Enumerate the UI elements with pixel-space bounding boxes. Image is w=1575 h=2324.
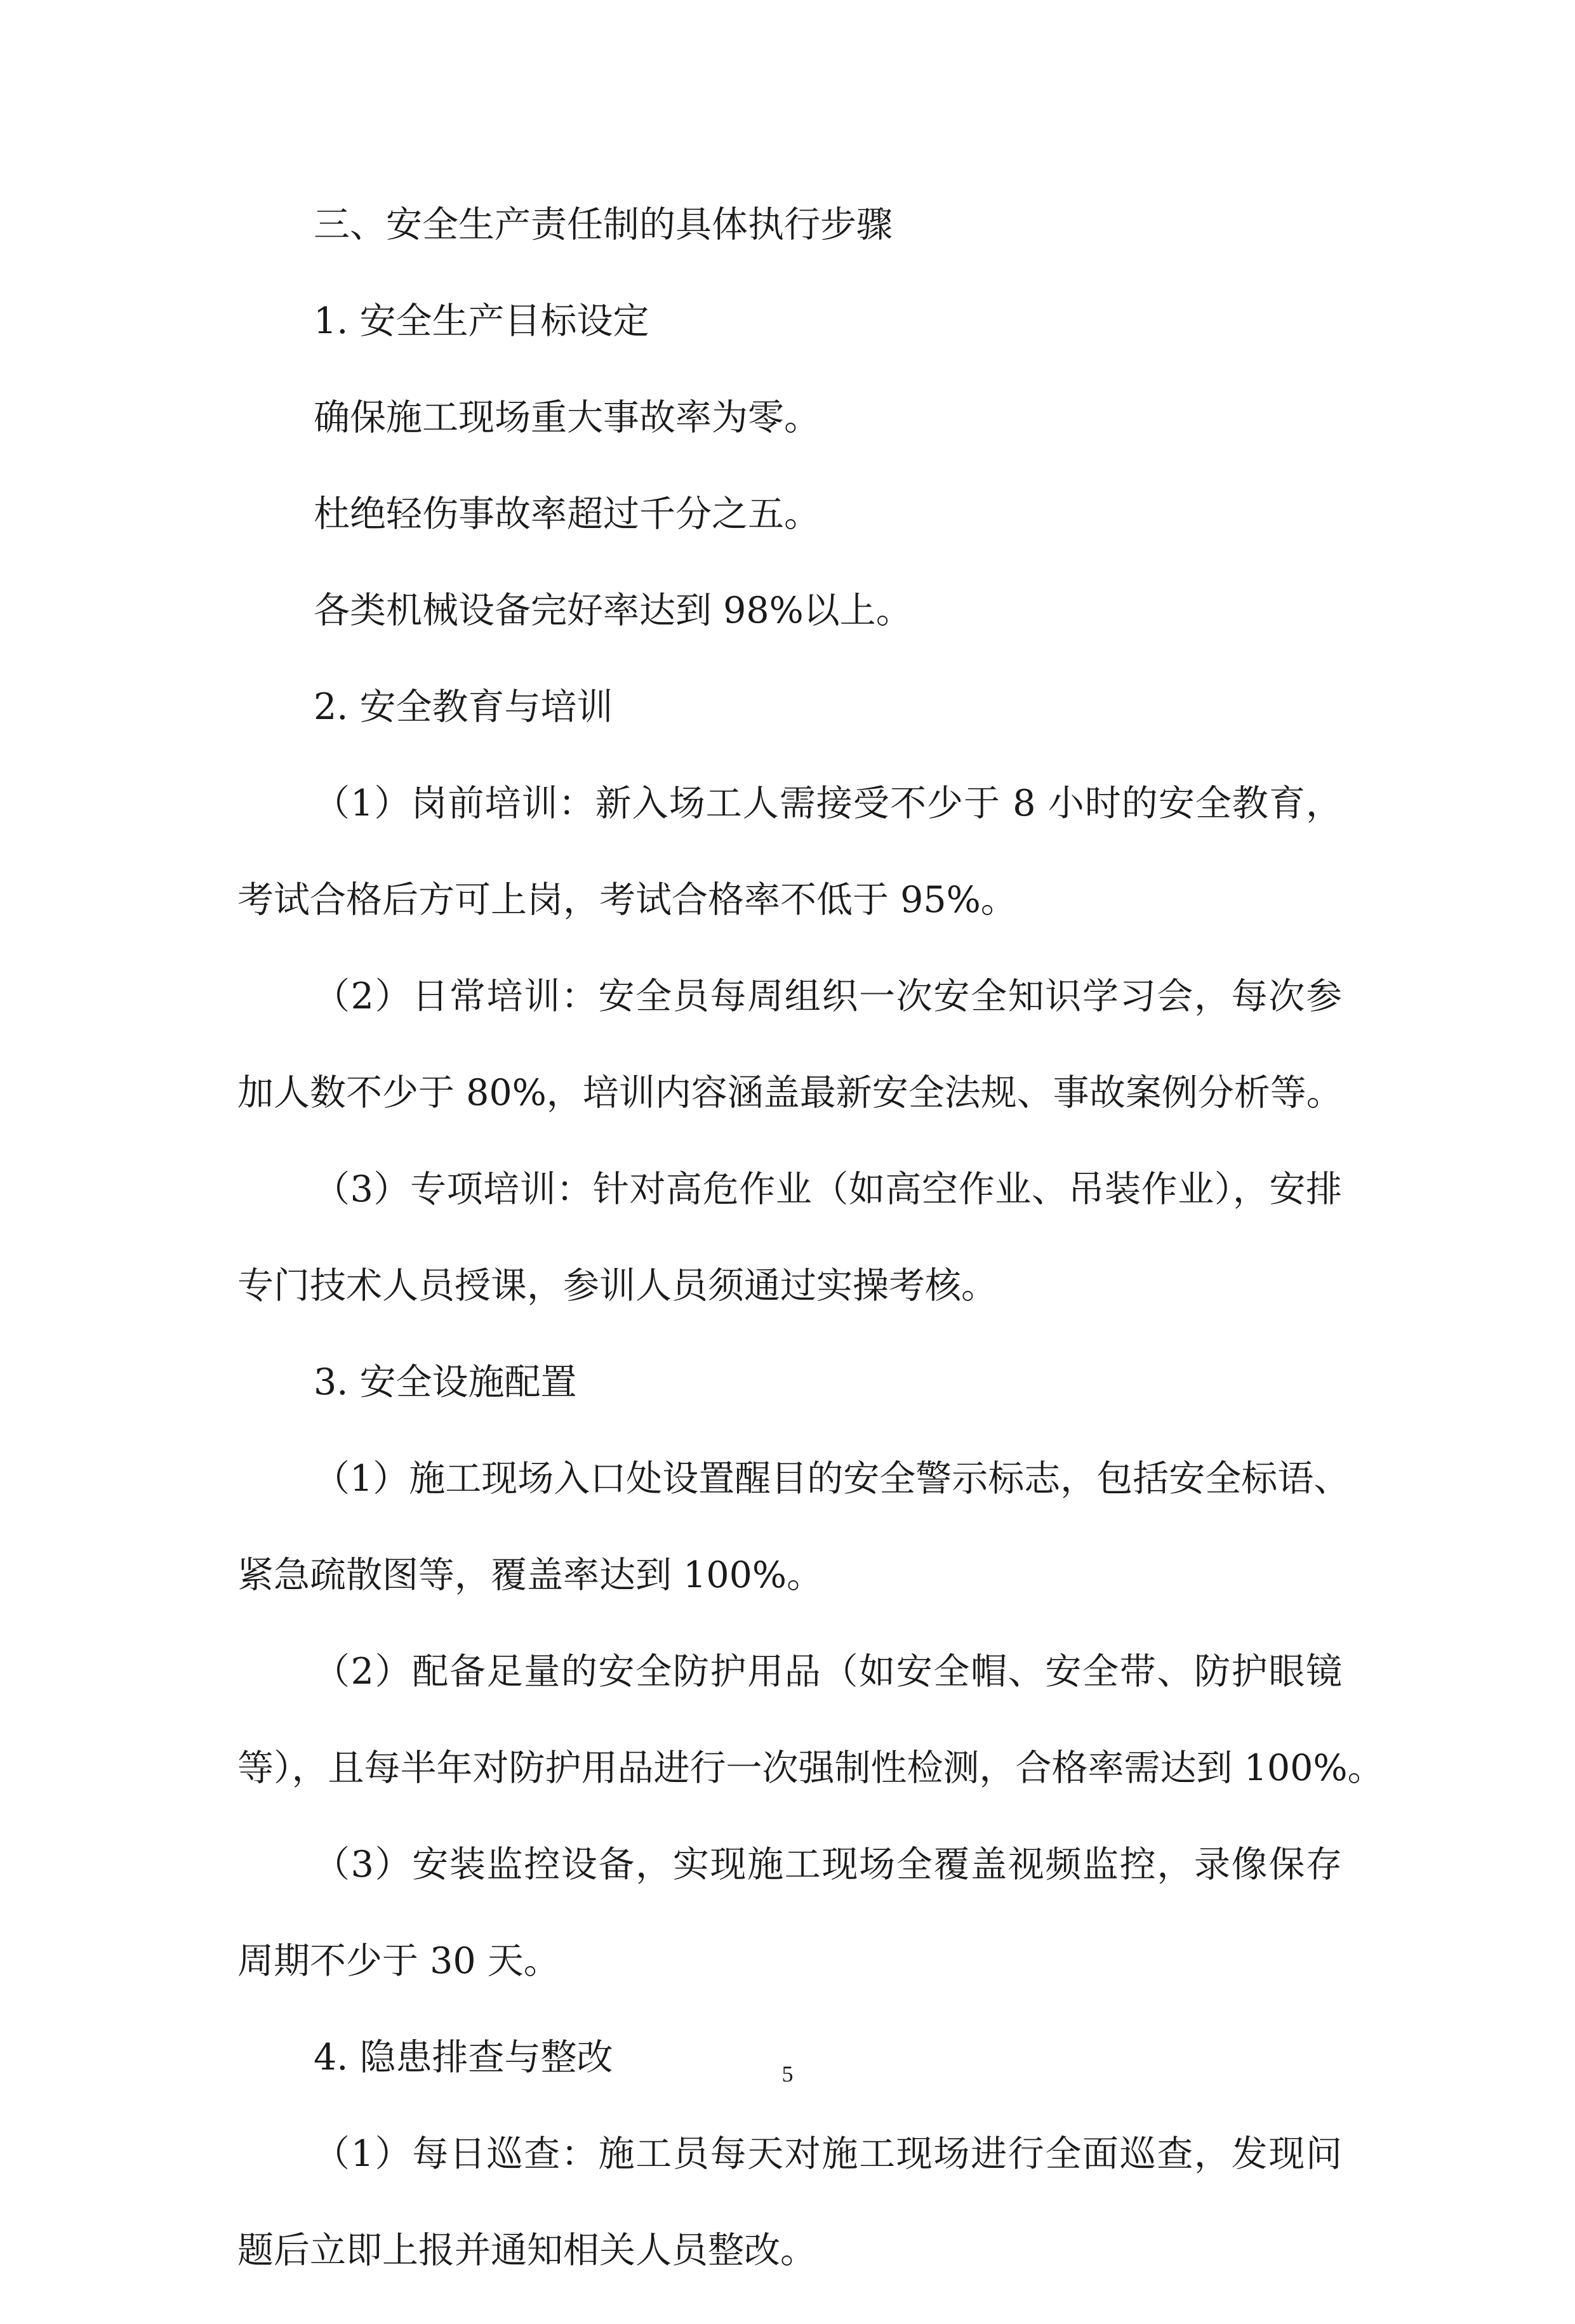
paragraph-line: （3）专项培训：针对高危作业（如高空作业、吊装作业），安排 bbox=[314, 1168, 1342, 1210]
section-title: 三、安全生产责任制的具体执行步骤 bbox=[314, 204, 893, 246]
paragraph-line: 题后立即上报并通知相关人员整改。 bbox=[237, 2229, 816, 2271]
page-number: 5 bbox=[781, 2061, 794, 2087]
paragraph-protective-equipment bbox=[237, 1649, 1384, 1791]
paragraph-line: 专门技术人员授课，参训人员须通过实操考核。 bbox=[237, 1265, 997, 1307]
page-content bbox=[237, 202, 1384, 2324]
paragraph-special-training bbox=[237, 1166, 1342, 1309]
paragraph-line: 等），且每半年对防护用品进行一次强制性检测，合格率需达到 100%。 bbox=[237, 1747, 1384, 1789]
paragraph-monitoring bbox=[237, 1842, 1342, 1984]
paragraph-line: （3）安装监控设备，实现施工现场全覆盖视频监控，录像保存 bbox=[314, 1844, 1342, 1885]
heading-safety-facilities: 3. 安全设施配置 bbox=[314, 1361, 577, 1403]
heading-hazard-inspection: 4. 隐患排查与整改 bbox=[314, 2037, 613, 2078]
goal-item-2: 杜绝轻伤事故率超过千分之五。 bbox=[314, 493, 820, 535]
paragraph-pre-job-training bbox=[237, 781, 1342, 923]
paragraph-line: （1）岗前培训：新入场工人需接受不少于 8 小时的安全教育， bbox=[314, 782, 1342, 824]
paragraph-warning-signs bbox=[237, 1456, 1350, 1598]
paragraph-line: （2）日常培训：安全员每周组织一次安全知识学习会，每次参 bbox=[314, 975, 1342, 1017]
paragraph-daily-inspection bbox=[237, 2131, 1342, 2273]
paragraph-line: （2）配备足量的安全防护用品（如安全帽、安全带、防护眼镜 bbox=[314, 1651, 1342, 1693]
goal-item-1: 确保施工现场重大事故率为零。 bbox=[314, 397, 820, 439]
paragraph-line: 加人数不少于 80%，培训内容涵盖最新安全法规、事故案例分析等。 bbox=[237, 1072, 1343, 1114]
paragraph-line: （1）施工现场入口处设置醒目的安全警示标志，包括安全标语、 bbox=[314, 1458, 1350, 1500]
heading-education-training: 2. 安全教育与培训 bbox=[314, 686, 613, 728]
paragraph-line: 紧急疏散图等，覆盖率达到 100%。 bbox=[237, 1554, 823, 1596]
paragraph-line: （1）每日巡查：施工员每天对施工现场进行全面巡查，发现问 bbox=[314, 2133, 1342, 2175]
paragraph-line: 考试合格后方可上岗，考试合格率不低于 95%。 bbox=[237, 879, 1017, 921]
paragraph-daily-training bbox=[237, 974, 1342, 1116]
goal-item-3: 各类机械设备完好率达到 98%以上。 bbox=[314, 590, 912, 631]
heading-goal-setting: 1. 安全生产目标设定 bbox=[314, 300, 649, 342]
paragraph-line: 周期不少于 30 天。 bbox=[237, 1940, 560, 1982]
